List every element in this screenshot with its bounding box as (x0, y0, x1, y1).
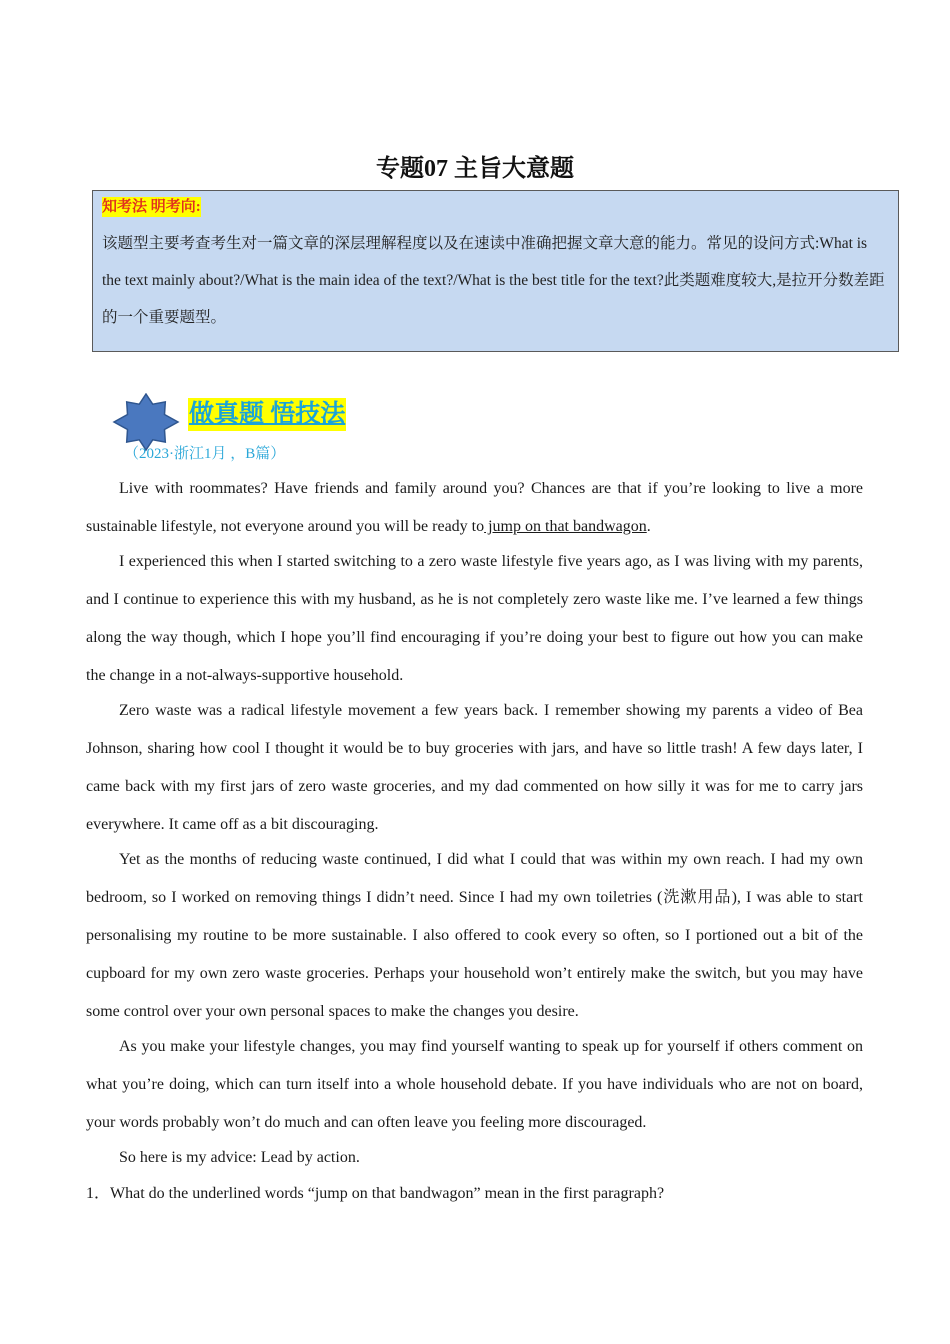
question-number: 1． (86, 1185, 111, 1202)
source-label: （2023·浙江1月 ，B篇） (124, 446, 286, 462)
question-1 (86, 1182, 664, 1206)
question-text: What do the underlined words “jump on that bandwagon” mean in the first paragraph? (110, 1185, 665, 1202)
reading-passage (86, 470, 863, 1174)
paragraph-2: I experienced this when I started switching to a zero waste lifestyle five years ago, as I was living with my parents, and I continue to experience this with my husband, as he is not completely zero waste like me. I’ve learned a few things along the way though, which I hope you’ll find encouraging if you’re doing your best to figure out how you can make the change in a not-always-supportive household. (86, 553, 863, 684)
section-title: 做真题 悟技法 (188, 398, 346, 431)
paragraph-6: So here is my advice: Lead by action. (119, 1149, 360, 1166)
paragraph-3: Zero waste was a radical lifestyle movement a few years back. I remember showing my parents a video of Bea Johnson, sharing how cool I thought it would be to buy groceries with jars, and have so little trash! A few days later, I came back with my first jars of zero waste groceries, and my dad commented on how silly it was for me to carry jars everywhere. It came off as a bit discouraging. (86, 702, 863, 833)
underlined-phrase: jump on that bandwagon (484, 518, 647, 535)
paragraph-5: As you make your lifestyle changes, you may find yourself wanting to speak up for yourself if others comment on what you’re doing, which can turn itself into a whole household debate. If you have individuals who are not on board, your words probably won’t do much and can often leave you feeling more discouraged. (86, 1038, 863, 1131)
exam-method-text: 该题型主要考查考生对一篇文章的深层理解程度以及在速读中准确把握文章大意的能力。常见的设问方式:What is the text mainly about?/What is the main idea of the text?/What is the best title for the text?此类题难度较大,是拉开分数差距的一个重要题型。 (102, 235, 885, 326)
star-icon (112, 393, 180, 451)
page-title: 专题07 主旨大意题 (376, 156, 574, 182)
paragraph-1: Live with roommates? Have friends and family around you? Chances are that if you’re looking to live a more sustainable lifestyle, not everyone around you will be ready to jump on that bandwagon. (86, 480, 863, 535)
exam-method-heading: 知考法 明考向: (102, 199, 201, 215)
exam-method-box (92, 190, 899, 352)
paragraph-4: Yet as the months of reducing waste continued, I did what I could that was within my own reach. I had my own bedroom, so I worked on removing things I didn’t need. Since I had my own toiletries (洗漱用品), I was able to start personalising my routine to be more sustainable. I also offered to cook every so often, so I portioned out a bit of the cupboard for my own zero waste groceries. Perhaps your household won’t entirely make the switch, but you may have some control over your own personal spaces to make the changes you desire. (86, 851, 863, 1020)
